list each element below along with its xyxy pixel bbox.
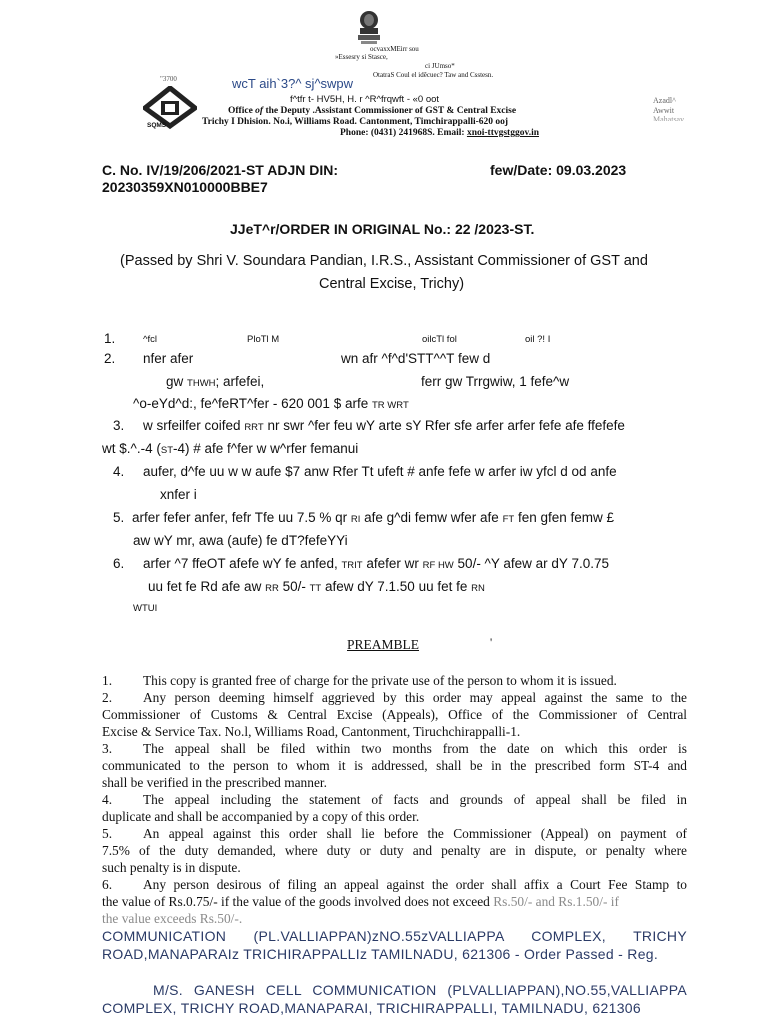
office-line: Office of the Deputy .Assistant Commissioner of GST & Central Excise	[228, 106, 517, 116]
emblem-text-4: OtatraS Coul el iděcuec? Taw and Csstesn.	[373, 71, 494, 79]
preamble-item-4-line1: The appeal including the statement of facts and grounds of appeal shall be filed in	[143, 792, 687, 807]
hindi-item-3-line1: w srfeilfer coifed RRT nr swr ^fer feu wY arte sY Rfer sfe arfer arfer fefe afe ffefefe	[143, 418, 625, 433]
c-no-line1: C. No. IV/19/206/2021-ST ADJN DIN:	[102, 162, 339, 178]
code-left: "3700	[160, 75, 177, 83]
preamble-item-2-line2: Commissioner of Customs & Central Excise (Appeals), Office of the Commissioner of Central	[102, 707, 687, 722]
preamble-item-6-num: 6.	[102, 877, 113, 892]
preamble-item-2-line1: Any person deeming himself aggrieved by this order may appeal against the same to the	[143, 690, 687, 705]
hindi-item-2-line2a: gw THWH; arfefei,	[166, 374, 265, 389]
hindi-item-1-c: oilcTl fol	[422, 334, 457, 345]
preamble-item-5-line1: An appeal against this order shall lie before the Commissioner (Appeal) on payment of	[143, 826, 687, 841]
preamble-item-4-line2: duplicate and shall be accompanied by a copy of this order.	[102, 809, 420, 824]
emblem-text-1: ocvaxxMEirr sou	[370, 45, 419, 53]
header-hindi-line: f^tfr t- HV5H, H. r ^R^frqwft - «0 oot	[290, 94, 440, 105]
communication-line1: COMMUNICATION (PL.VALLIAPPAN)zNO.55zVALLIAPPA COMPLEX, TRICHY	[102, 928, 687, 944]
communication-line3: M/S. GANESH CELL COMMUNICATION (PLVALLIAPPAN),NO.55,VALLIAPPA	[153, 982, 687, 998]
passed-by-line2: Central Excise, Trichy)	[319, 276, 465, 292]
preamble-item-5-line2: 7.5% of the duty demanded, where duty or duty and penalty are in dispute, or penalty where	[102, 843, 687, 858]
hindi-item-2-line1a: nfer afer	[143, 351, 194, 366]
hindi-item-2-line1b: wn afr ^f^d'STT^^T few d	[341, 351, 491, 366]
right-text-1: Azadl^	[653, 96, 676, 105]
preamble-item-4-num: 4.	[102, 792, 113, 807]
c-no-line2: 20230359XN010000BBE7	[102, 179, 268, 195]
right-text-2: Awwit	[653, 106, 675, 115]
preamble-item-6-line1: Any person desirous of filing an appeal against the order shall affix a Court Fee Stamp to	[143, 877, 687, 892]
preamble-item-5-line3: such penalty is in dispute.	[102, 860, 241, 875]
hindi-item-5-line2: aw wY mr, awa (aufe) fe dT?fefeYYi	[133, 533, 348, 548]
hindi-item-5-num: 5.	[113, 510, 125, 525]
communication-line2: ROAD,MANAPARAIz TRICHIRAPPALLIz TAMILNADU, 621306 - Order Passed - Reg.	[102, 946, 659, 962]
passed-by-line1: (Passed by Shri V. Soundara Pandian, I.R.S., Assistant Commissioner of GST and	[120, 253, 648, 269]
hindi-item-3-line2: wt $.^.-4 (ST-4) # afe f^fer w w^rfer femanui	[102, 441, 359, 456]
hindi-item-6-line2: uu fet fe Rd afe aw RR 50/- TT afew dY 7.1.50 uu fet fe RN	[148, 579, 485, 594]
hindi-item-1-b: PloTl M	[247, 334, 280, 345]
preamble-item-5-num: 5.	[102, 826, 113, 841]
phone-line: Phone: (0431) 241968S. Email: xnoi-ttvgstggov.in	[340, 128, 539, 138]
preamble-item-2-line3: Excise & Service Tax. No.l, Williams Road, Cantonment, Tiruchchirappalli-1.	[102, 724, 521, 739]
sqms-caption: SQMS	[147, 122, 167, 129]
hindi-item-2-line3: ^o-eYd^d:, fe^feRT^fer - 620 001 $ arfe TR WRT	[133, 396, 409, 411]
email-link[interactable]: xnoi-ttvgstggov.in	[466, 128, 539, 138]
hindi-item-6-line1: arfer ^7 ffeOT afefe wY fe anfed, TRIT afefer wr RF HW 50/- ^Y afew ar dY 7.0.75	[143, 556, 609, 571]
preamble-heading: PREAMBLE	[347, 637, 420, 652]
header-blue-line: wcT aih`3?^ sj^swpw	[232, 76, 354, 91]
address-line: Trichy I Dhision. No.i, Williams Road. Cantonment, Timchirappalli-620 ooj	[202, 117, 509, 127]
hindi-item-1-d: oil ?! I	[525, 334, 551, 345]
hindi-item-4-line1: aufer, d^fe uu w w aufe $7 anw Rfer Tt ufeft # anfe fefe w arfer iw yfcl d od anfe	[143, 464, 617, 479]
preamble-item-1-line: This copy is granted free of charge for the private use of the person to whom it is issued.	[143, 673, 617, 688]
hindi-item-2-line2b: ferr gw Trrgwiw, 1 fefe^w	[421, 374, 570, 389]
order-title: JJeT^r/ORDER IN ORIGINAL No.: 22 /2023-ST.	[230, 221, 535, 237]
national-emblem-icon	[352, 8, 386, 46]
hindi-item-6-num: 6.	[113, 556, 125, 571]
preamble-item-3-num: 3.	[102, 741, 113, 756]
hindi-item-1-num: 1.	[104, 331, 116, 346]
preamble-item-3-line1: The appeal shall be filed within two months from the date on which this order is	[143, 741, 687, 756]
communication-line4: COMPLEX, TRICHY ROAD,MANAPARAI, TRICHIRAPPALLI, TAMILNADU, 621306	[102, 1000, 641, 1016]
right-text-3: Mahatsav	[653, 115, 685, 121]
preamble-item-2-num: 2.	[102, 690, 113, 705]
hindi-item-1-a: ^fcl	[143, 334, 157, 345]
preamble-item-3-line3: shall be verified in the prescribed manner.	[102, 775, 327, 790]
hindi-item-3-num: 3.	[113, 418, 125, 433]
hindi-item-6-line3: WTUI	[133, 603, 158, 614]
preamble-item-6-line2: the value of Rs.0.75/- if the value of the goods involved does not exceed Rs.50/- and Rs.1.50/- if	[102, 894, 619, 909]
preamble-item-3-line2: communicated to the person to whom it is addressed, shall be in the prescribed form ST-4 and	[102, 758, 687, 773]
emblem-text-3: ci JUmso*	[425, 62, 455, 70]
hindi-item-2-num: 2.	[104, 351, 116, 366]
preamble-item-1-num: 1.	[102, 673, 113, 688]
order-date: few/Date: 09.03.2023	[490, 162, 627, 178]
preamble-tick: '	[490, 635, 493, 649]
emblem-text-2: »Essesry si Stasce,	[335, 53, 388, 61]
hindi-item-4-num: 4.	[113, 464, 125, 479]
hindi-item-4-line2: xnfer i	[160, 487, 197, 502]
hindi-item-5-line1: arfer fefer anfer, fefr Tfe uu 7.5 % qr RI afe g^di femw wfer afe FT fen gfen femw £	[132, 510, 615, 525]
preamble-item-6-line3: the value exceeds Rs.50/-.	[102, 911, 243, 926]
